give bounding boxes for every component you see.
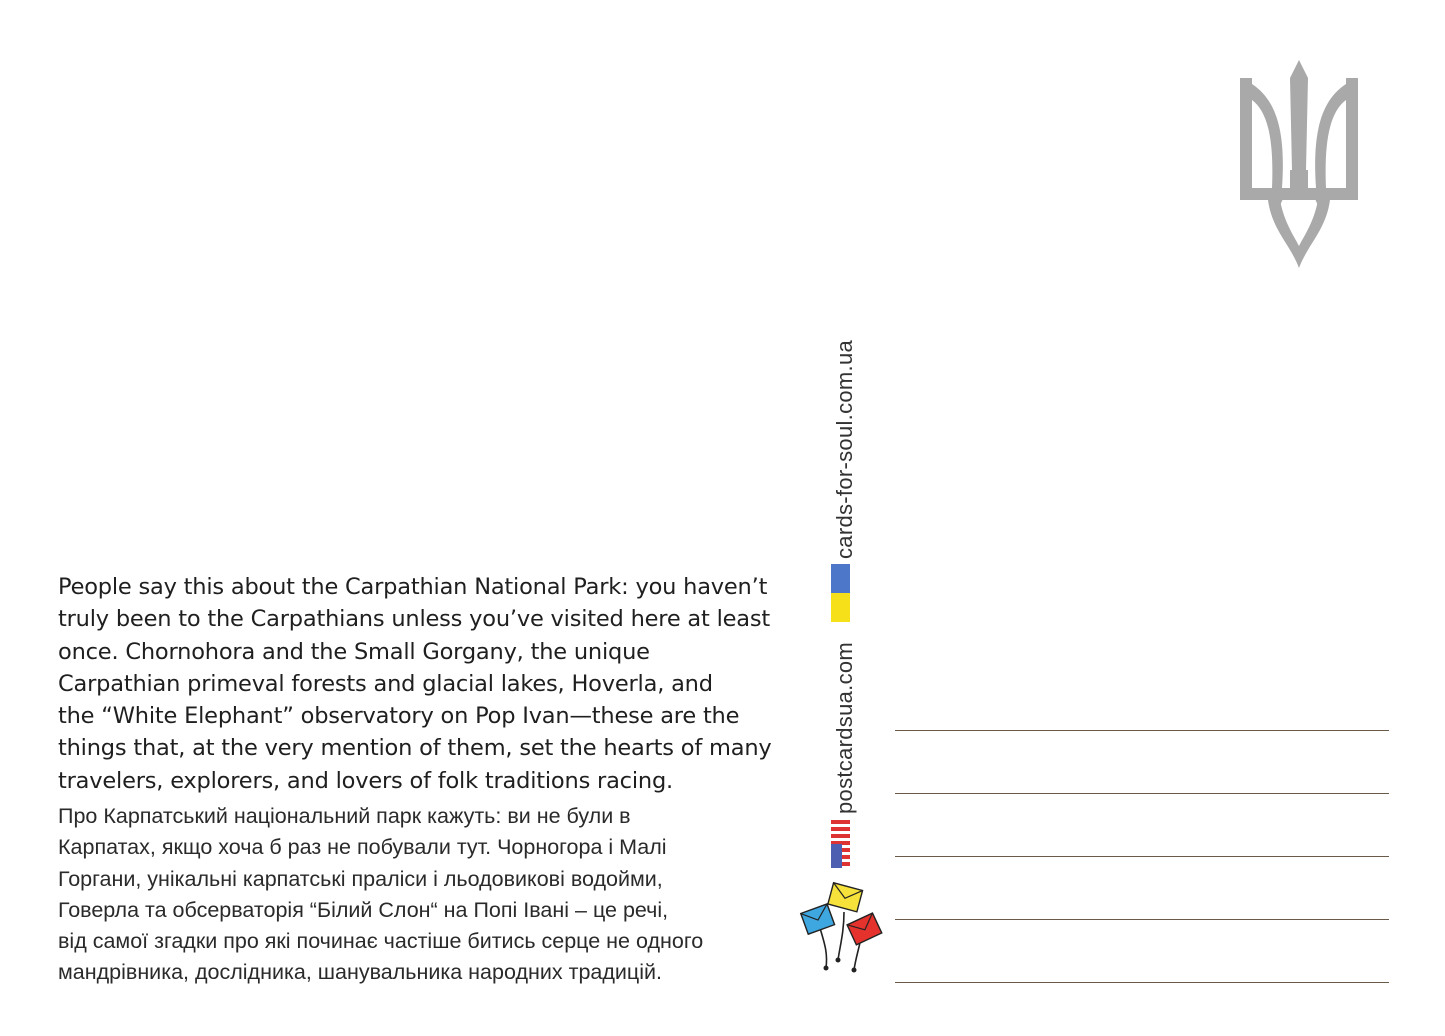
ukrainian-line: мандрівника, дослідника, шанувальника народних традицій. [58, 960, 662, 985]
address-line[interactable] [895, 982, 1389, 983]
ukrainian-line: від самої згадки про які починає частіше битись серце не одного [58, 929, 704, 954]
description-english [58, 571, 818, 797]
english-line: once. Chornohora and the Small Gorgany, the unique [58, 638, 650, 665]
english-line: Carpathian primeval forests and glacial lakes, Hoverla, and [58, 670, 713, 697]
english-line: travelers, explorers, and lovers of folk traditions racing. [58, 767, 673, 794]
address-line[interactable] [895, 919, 1389, 920]
address-line[interactable] [895, 856, 1389, 857]
description-ukrainian [58, 801, 818, 989]
english-line: the “White Elephant” observatory on Pop Ivan—these are the [58, 703, 740, 730]
envelopes-logo-icon [798, 880, 888, 980]
ukrainian-line: Горгани, унікальні карпатські праліси і льодовикові водойми, [58, 866, 663, 891]
ukraine-flag-icon [831, 564, 850, 622]
ukrainian-line: Про Карпатський національний парк кажуть: ви не були в [58, 804, 631, 828]
ukrainian-line: Говерла та обсерваторія “Білий Слон“ на Попі Івані – це речі, [58, 897, 669, 922]
english-line: People say this about the Carpathian National Park: you haven’t [58, 574, 768, 600]
address-line[interactable] [895, 793, 1389, 794]
side-strip [828, 312, 856, 872]
trident-icon [1232, 60, 1366, 268]
english-line: truly been to the Carpathians unless you’ve visited here at least [58, 606, 771, 633]
usa-flag-icon [831, 820, 850, 868]
site-cards-for-soul: cards-for-soul.com.ua [832, 339, 857, 559]
site-postcardsua: postcardsua.com [832, 641, 857, 814]
address-line[interactable] [895, 730, 1389, 731]
english-line: things that, at the very mention of them, set the hearts of many [58, 735, 772, 762]
ukrainian-line: Карпатах, якщо хоча б раз не побували тут. Чорногора і Малі [58, 835, 667, 860]
